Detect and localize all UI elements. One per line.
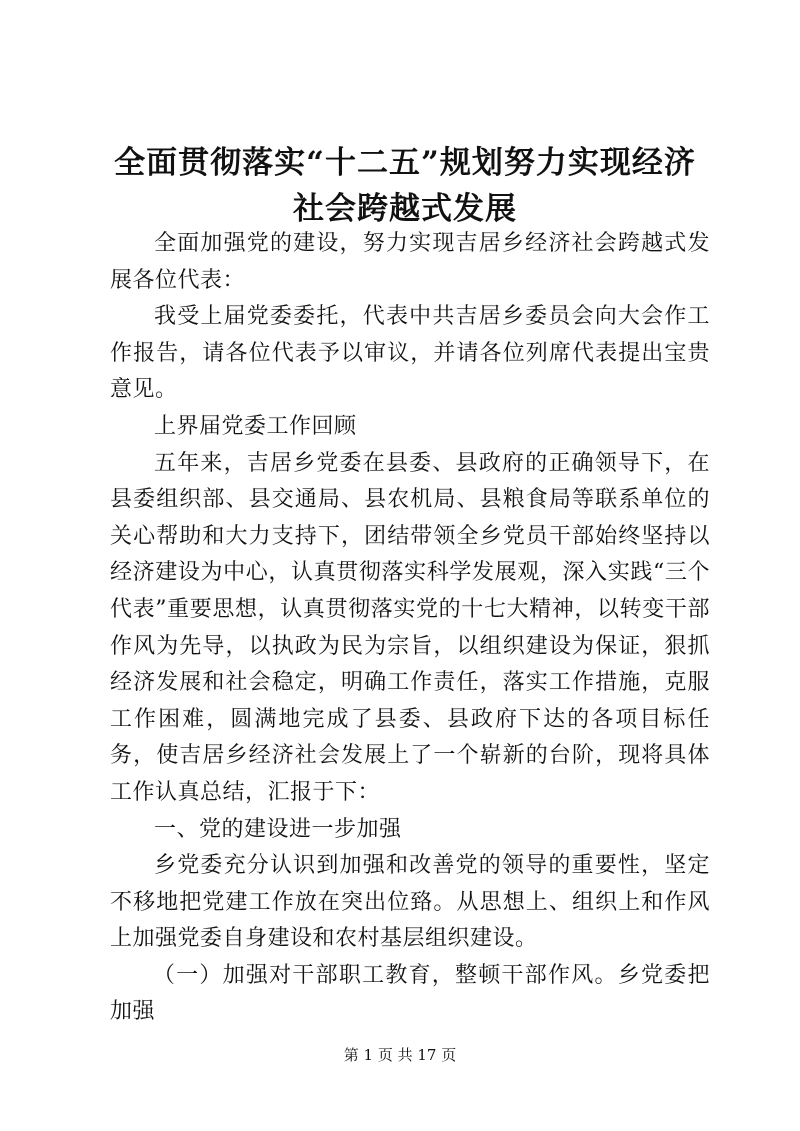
document-body	[110, 226, 710, 1031]
page-footer: 第 1 页 共 17 页	[343, 1046, 457, 1064]
paragraph-subsection-1: （一）加强对干部职工教育，整顿干部作风。乡党委把加强	[110, 962, 710, 1025]
section-heading-review: 上界届党委工作回顾	[154, 413, 357, 439]
paragraph-five-years: 五年来，吉居乡党委在县委、县政府的正确领导下，在县委组织部、县交通局、县农机局、县粮食局等联系单位的关心帮助和大力支持下，团结带领全乡党员干部始终坚持以经济建设为中心，认真贯彻落实科学发展观，深入实践“三个代表”重要思想，认真贯彻落实党的十七大精神，以转变干部作风为先导，以执政为民为宗旨，以组织建设为保证，狠抓经济发展和社会稳定，明确工作责任，落实工作措施，克服工作困难，圆满地完成了县委、县政府下达的各项目标任务，使吉居乡经济社会发展上了一个崭新的台阶，现将具体工作认真总结，汇报于下：	[110, 450, 710, 805]
section-heading-party-building: 一、党的建设进一步加强	[154, 816, 402, 842]
paragraph-greeting: 全面加强党的建设，努力实现吉居乡经济社会跨越式发展各位代表：	[110, 231, 710, 293]
document-title: 全面贯彻落实“十二五”规划努力实现经济社会跨越式发展	[114, 145, 696, 227]
paragraph-intro: 我受上届党委委托，代表中共吉居乡委员会向大会作工作报告，请各位代表予以审议，并请各位列席代表提出宝贵意见。	[110, 304, 710, 403]
paragraph-party-building: 乡党委充分认识到加强和改善党的领导的重要性，坚定不移地把党建工作放在突出位臵。从思想上、组织上和作风上加强党委自身建设和农村基层组织建设。	[110, 853, 710, 952]
